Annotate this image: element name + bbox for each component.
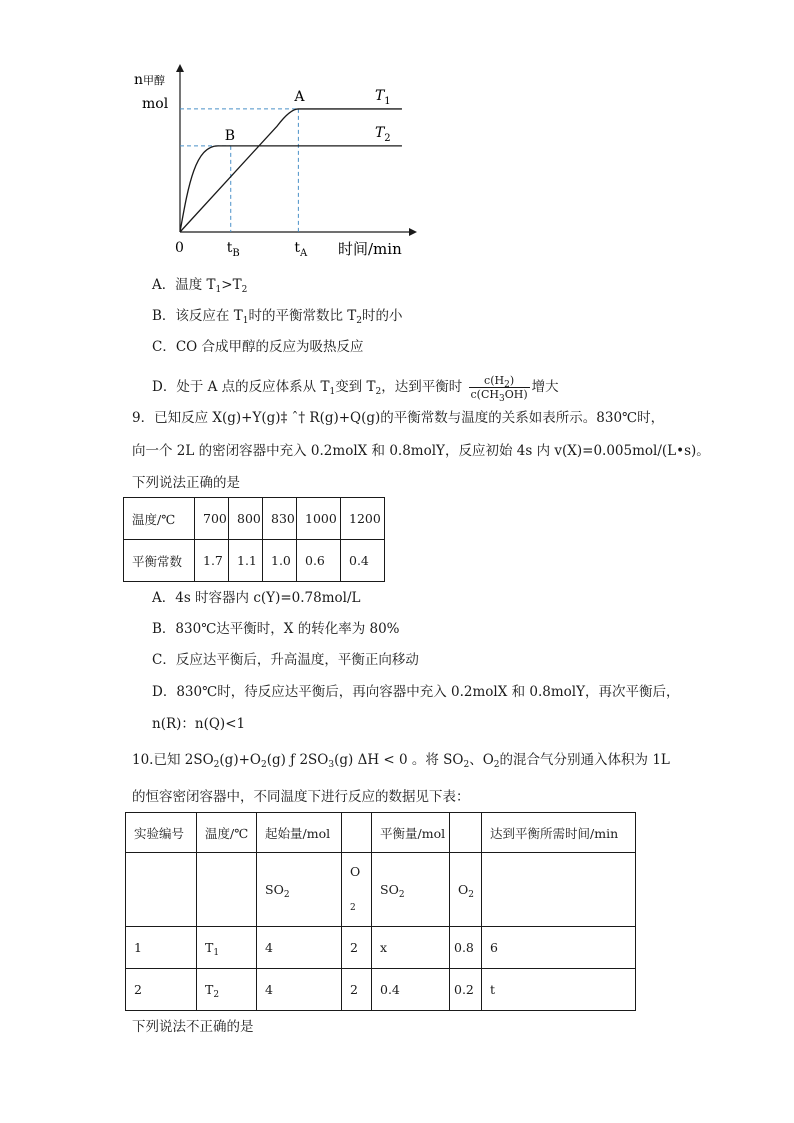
table-cell: $O_2$ bbox=[450, 853, 482, 927]
point-label-b: B bbox=[224, 127, 236, 144]
curve-t2 bbox=[180, 146, 402, 232]
x-tick-ta: $t_A$ bbox=[294, 240, 308, 259]
table-cell: 830 bbox=[263, 498, 297, 540]
table-cell: 1000 bbox=[297, 498, 341, 540]
table-cell: 800 bbox=[229, 498, 263, 540]
q9-option-d-line2: n(R)：n(Q)<1 bbox=[152, 716, 246, 732]
table-cell bbox=[482, 853, 636, 927]
table-row bbox=[126, 927, 636, 969]
point-label-a: A bbox=[294, 88, 305, 105]
q10-stem-line2: 的恒容密闭容器中，不同温度下进行反应的数据见下表： bbox=[132, 789, 470, 805]
table-cell: 0.2 bbox=[450, 969, 482, 1011]
table-cell: 4 bbox=[257, 927, 342, 969]
table-cell bbox=[450, 813, 482, 853]
table-row bbox=[124, 498, 385, 540]
q9-option-a: A．4s 时容器内 c(Y)=0.78mol/L bbox=[152, 590, 361, 606]
x-axis-label: 时间/min bbox=[338, 240, 402, 258]
q9-stem-line3: 下列说法正确的是 bbox=[132, 475, 240, 491]
table-cell: 2 bbox=[342, 969, 372, 1011]
table-cell: 6 bbox=[482, 927, 636, 969]
table-cell: 1.7 bbox=[195, 540, 229, 582]
y-axis-unit: mol bbox=[142, 96, 169, 112]
y-axis-label: n甲醇 bbox=[134, 72, 166, 88]
methanol-time-chart bbox=[130, 62, 420, 267]
table-row bbox=[126, 813, 636, 853]
q10-question-prompt: 下列说法不正确的是 bbox=[132, 1019, 254, 1035]
table-row bbox=[126, 853, 636, 927]
table-cell: 700 bbox=[195, 498, 229, 540]
table-cell: 温度/℃ bbox=[124, 498, 195, 540]
table-cell: 达到平衡所需时间/min bbox=[482, 813, 636, 853]
table-cell: 实验编号 bbox=[126, 813, 197, 853]
table-cell: 平衡量/mol bbox=[372, 813, 450, 853]
table-cell: 1.0 bbox=[263, 540, 297, 582]
q8-option-b: B．该反应在 $T_1$时的平衡常数比 $T_2$时的小 bbox=[152, 308, 403, 326]
table-cell: 0.4 bbox=[372, 969, 450, 1011]
origin-label: 0 bbox=[175, 240, 184, 256]
table-cell: 1200 bbox=[341, 498, 385, 540]
q9-equilibrium-table bbox=[123, 497, 385, 582]
q9-option-d-line1: D．830℃时，待反应达平衡后，再向容器中充入 0.2molX 和 0.8molY，再次平衡后， bbox=[152, 684, 680, 700]
table-cell bbox=[197, 853, 257, 927]
table-row bbox=[126, 969, 636, 1011]
table-cell: 1 bbox=[126, 927, 197, 969]
table-cell: x bbox=[372, 927, 450, 969]
q9-stem-line1: 9．已知反应 X(g)+Y(g)‡ ˆ† R(g)+Q(g)的平衡常数与温度的关系如表所示。830℃时， bbox=[132, 410, 665, 426]
table-cell: 平衡常数 bbox=[124, 540, 195, 582]
table-cell bbox=[342, 813, 372, 853]
table-cell: $SO_2$ bbox=[372, 853, 450, 927]
q10-stem-line1: 10.已知 $2SO_2(g)+O_2(g)$ ƒ $2SO_3(g) \Delta H < 0$ 。将 $SO_2$、$O_2$的混合气分别通入体积为 1L bbox=[132, 752, 670, 770]
curve-t1 bbox=[180, 109, 402, 232]
table-cell: 0.8 bbox=[450, 927, 482, 969]
table-cell: 起始量/mol bbox=[257, 813, 342, 853]
table-cell: $T_2$ bbox=[197, 969, 257, 1011]
table-cell: 4 bbox=[257, 969, 342, 1011]
concentration-ratio-fraction: $\frac{c(H_2)}{c(CH_3OH)}$ bbox=[470, 374, 528, 404]
x-tick-tb: $t_B$ bbox=[226, 240, 240, 259]
table-row bbox=[124, 540, 385, 582]
table-cell bbox=[126, 853, 197, 927]
q9-stem-line2: 向一个 2L 的密闭容器中充入 0.2molX 和 0.8molY，反应初始 4s 内 v(X)=0.005mol/(L•s)。 bbox=[132, 443, 710, 459]
table-cell: $T_1$ bbox=[197, 927, 257, 969]
q8-option-c: C．CO 合成甲醇的反应为吸热反应 bbox=[152, 339, 364, 355]
q9-option-b: B．830℃达平衡时，X 的转化率为 80% bbox=[152, 621, 400, 637]
table-cell: O 2 bbox=[342, 853, 372, 927]
table-cell: 2 bbox=[342, 927, 372, 969]
table-cell: 1.1 bbox=[229, 540, 263, 582]
q8-option-a: A．温度 $T_1>T_2$ bbox=[152, 277, 248, 295]
q8-option-d: D．处于 A 点的反应体系从 $T_1$变到 $T_2$，达到平衡时 $\frac{c(H_2)}{c(CH_3OH)}$ 增大 bbox=[152, 374, 559, 404]
table-cell: $SO_2$ bbox=[257, 853, 342, 927]
series-label-t2: $T_2$ bbox=[374, 124, 391, 144]
series-label-t1: $T_1$ bbox=[374, 87, 391, 107]
table-cell: t bbox=[482, 969, 636, 1011]
q9-option-c: C．反应达平衡后，升高温度，平衡正向移动 bbox=[152, 652, 419, 668]
table-cell: 温度/℃ bbox=[197, 813, 257, 853]
table-cell: 0.4 bbox=[341, 540, 385, 582]
table-cell: 0.6 bbox=[297, 540, 341, 582]
table-cell: 2 bbox=[126, 969, 197, 1011]
q10-experiment-table bbox=[125, 812, 636, 1011]
